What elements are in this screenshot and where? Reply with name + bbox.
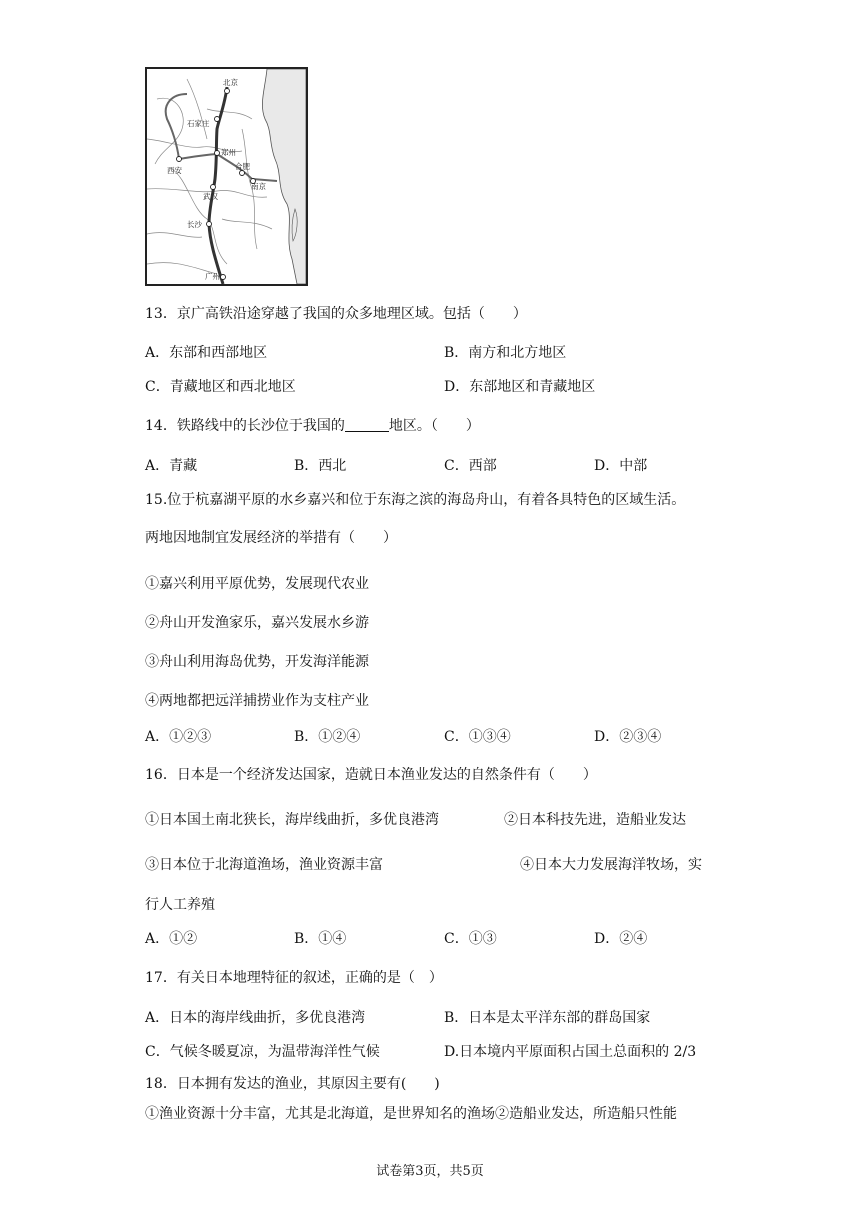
q15-item-1: ①嘉兴利用平原优势，发展现代农业 <box>145 576 369 592</box>
label-xian: 西安 <box>167 166 182 175</box>
q14-stem-after: 地区。（ ） <box>388 418 480 434</box>
q14-blank <box>345 417 389 432</box>
label-guangzhou: 广州 <box>205 272 220 281</box>
label-beijing: 北京 <box>223 78 238 87</box>
q14-stem-before: 14．铁路线中的长沙位于我国的 <box>145 418 345 434</box>
q14-option-c[interactable]: C．西部 <box>444 458 497 474</box>
q15-stem-line1: 15.位于杭嘉湖平原的水乡嘉兴和位于东海之滨的海岛舟山，有着各具特色的区域生活。 <box>145 492 686 508</box>
q17-stem: 17．有关日本地理特征的叙述，正确的是（ ） <box>145 970 443 986</box>
q13-option-c[interactable]: C．青藏地区和西北地区 <box>145 379 296 395</box>
q16-item-4-part2: 行人工养殖 <box>145 897 215 913</box>
q14-stem <box>145 416 480 436</box>
q17-option-b[interactable]: B．日本是太平洋东部的群岛国家 <box>444 1010 651 1026</box>
zhengzhou-dot <box>215 151 220 156</box>
q15-option-a[interactable]: A．①②③ <box>145 729 212 745</box>
changsha-dot <box>207 222 212 227</box>
label-wuhan: 武汉 <box>203 192 218 201</box>
q18-stem: 18．日本拥有发达的渔业，其原因主要有( ) <box>145 1076 440 1092</box>
label-changsha: 长沙 <box>187 220 202 229</box>
q16-item-3: ③日本位于北海道渔场，渔业资源丰富 <box>145 857 383 873</box>
label-hefei: 合肥 <box>235 162 250 171</box>
q15-stem-line2: 两地因地制宜发展经济的举措有（ ） <box>145 530 397 546</box>
label-nanjing: 南京 <box>251 182 266 191</box>
q15-item-3: ③舟山利用海岛优势，开发海洋能源 <box>145 654 369 670</box>
q17-option-c[interactable]: C．气候冬暖夏凉，为温带海洋性气候 <box>145 1044 380 1060</box>
q16-option-d[interactable]: D．②④ <box>594 931 648 947</box>
q13-option-b[interactable]: B．南方和北方地区 <box>444 345 567 361</box>
q16-stem: 16．日本是一个经济发达国家，造就日本渔业发达的自然条件有（ ） <box>145 767 597 783</box>
shijiazhuang-dot <box>215 117 220 122</box>
q16-option-c[interactable]: C．①③ <box>444 931 497 947</box>
q13-option-a[interactable]: A．东部和西部地区 <box>145 345 268 361</box>
q15-option-b[interactable]: B．①②④ <box>294 729 361 745</box>
q18-line1: ①渔业资源十分丰富，尤其是北海道，是世界知名的渔场②造船业发达，所造船只性能 <box>145 1106 677 1122</box>
railway-map-svg <box>147 69 306 284</box>
q16-option-a[interactable]: A．①② <box>145 931 198 947</box>
q13-stem: 13．京广高铁沿途穿越了我国的众多地理区域。包括（ ） <box>145 306 527 322</box>
guangzhou-dot <box>221 275 226 280</box>
q17-option-d[interactable]: D.日本境内平原面积占国土总面积的 2/3 <box>444 1044 697 1060</box>
hefei-dot <box>240 171 245 176</box>
label-zhengzhou: 郑州 <box>221 148 236 157</box>
q15-item-2: ②舟山开发渔家乐，嘉兴发展水乡游 <box>145 615 369 631</box>
page-footer: 试卷第3页，共5页 <box>376 1164 484 1179</box>
q17-option-a[interactable]: A．日本的海岸线曲折，多优良港湾 <box>145 1010 366 1026</box>
q16-item-1: ①日本国土南北狭长，海岸线曲折，多优良港湾 <box>145 812 439 828</box>
railway-map <box>145 67 308 286</box>
q16-item-2: ②日本科技先进，造船业发达 <box>504 812 686 828</box>
q13-option-d[interactable]: D．东部地区和青藏地区 <box>444 379 596 395</box>
q15-option-c[interactable]: C．①③④ <box>444 729 511 745</box>
label-shijiazhuang: 石家庄 <box>187 119 210 128</box>
q15-option-d[interactable]: D．②③④ <box>594 729 662 745</box>
beijing-dot <box>225 89 230 94</box>
q16-item-4-part1: ④日本大力发展海洋牧场，实 <box>520 857 702 873</box>
q14-option-b[interactable]: B．西北 <box>294 458 347 474</box>
wuhan-dot <box>211 185 216 190</box>
q14-option-a[interactable]: A．青藏 <box>145 458 198 474</box>
q15-item-4: ④两地都把远洋捕捞业作为支柱产业 <box>145 693 369 709</box>
q16-option-b[interactable]: B．①④ <box>294 931 347 947</box>
q14-option-d[interactable]: D．中部 <box>594 458 648 474</box>
coastline <box>262 69 306 284</box>
xian-dot <box>177 157 182 162</box>
